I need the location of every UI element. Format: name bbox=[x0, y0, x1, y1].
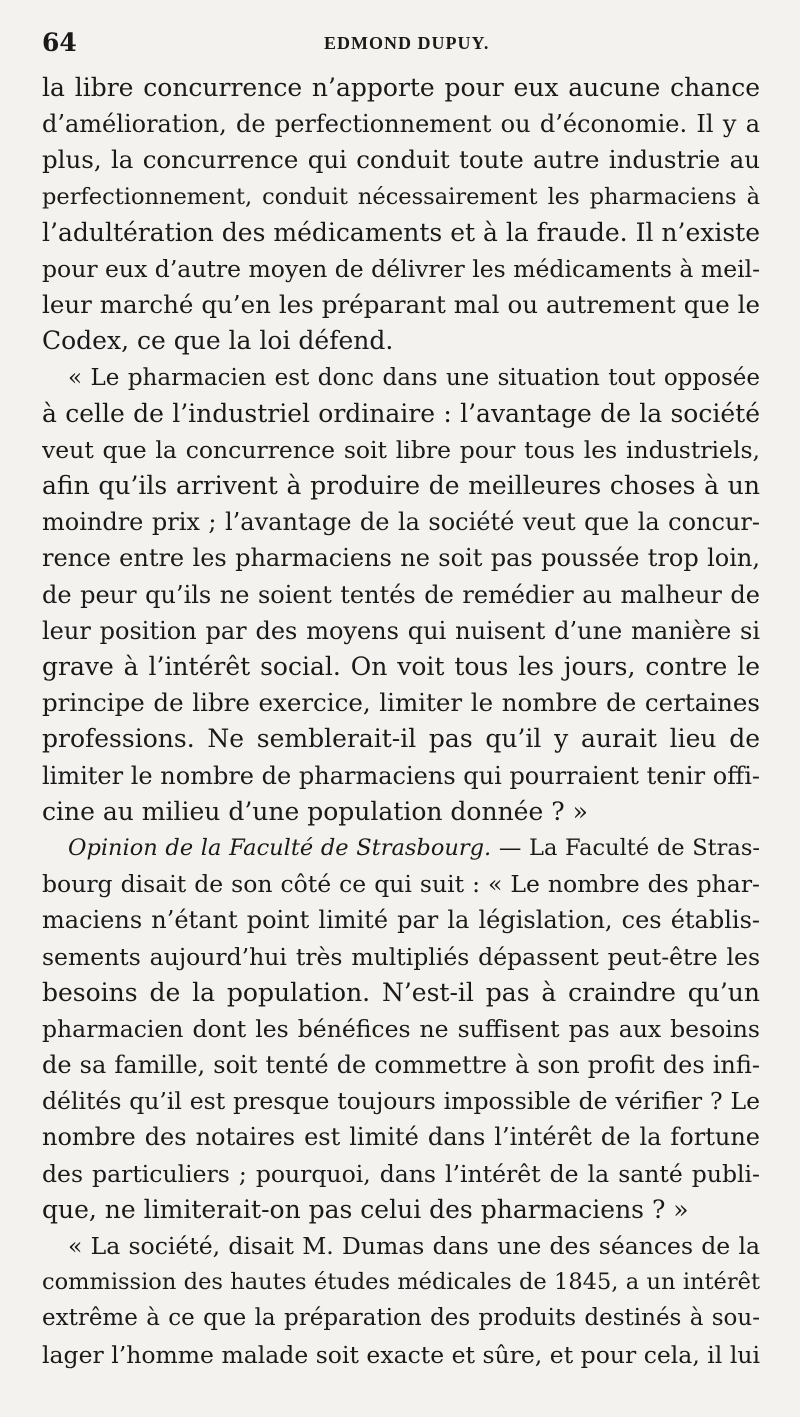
text-line: professions. Ne semblerait-il pas qu’il y aurait lieu de bbox=[42, 724, 760, 754]
text-line: la libre concurrence n’apporte pour eux aucune chance bbox=[42, 73, 760, 102]
text-line: pour eux d’autre moyen de délivrer les médicaments à meil- bbox=[42, 254, 760, 283]
text-line: lager l’homme malade soit exacte et sûre, et pour cela, il lui bbox=[42, 1340, 760, 1369]
page-number: 64 bbox=[42, 28, 77, 57]
text-line: bourg disait de son côté ce qui suit : « Le nombre des phar- bbox=[42, 870, 760, 899]
text-line: « La société, disait M. Dumas dans une des séances de la bbox=[68, 1232, 760, 1260]
text-line: limiter le nombre de pharmaciens qui pourraient tenir offi- bbox=[42, 761, 760, 790]
text-line: de peur qu’ils ne soient tentés de remédier au malheur de bbox=[42, 580, 760, 609]
text-line: grave à l’intérêt social. On voit tous les jours, contre le bbox=[42, 652, 760, 681]
text-line: besoins de la population. N’est-il pas à craindre qu’un bbox=[42, 977, 760, 1007]
text-line: veut que la concurrence soit libre pour tous les industriels, bbox=[42, 435, 760, 464]
text-line: cine au milieu d’une population donnée ? » bbox=[42, 796, 588, 826]
text-line: « Le pharmacien est donc dans une situation tout opposée bbox=[68, 364, 760, 391]
text-line: à celle de l’industriel ordinaire : l’avantage de la société bbox=[42, 398, 760, 428]
text-line: leur marché qu’en les préparant mal ou autrement que le bbox=[42, 290, 760, 320]
text-line: délités qu’il est presque toujours impossible de vérifier ? Le bbox=[42, 1087, 760, 1116]
text-line: commission des hautes études médicales de 1845, a un intérêt bbox=[42, 1269, 760, 1296]
text-line: l’adultération des médicaments et à la fraude. Il n’existe bbox=[42, 217, 760, 247]
text-line: nombre des notaires est limité dans l’intérêt de la fortune bbox=[42, 1123, 760, 1152]
text-line bbox=[42, 830, 760, 866]
page-header bbox=[42, 0, 760, 70]
section-heading: Opinion de la Faculté de Strasbourg. bbox=[68, 834, 492, 861]
text-line: pharmacien dont les bénéfices ne suffisent pas aux besoins bbox=[42, 1014, 760, 1043]
text-line: afin qu’ils arrivent à produire de meilleures choses à un bbox=[42, 471, 760, 501]
text-line: Codex, ce que la loi défend. bbox=[42, 326, 394, 356]
text-line: rence entre les pharmaciens ne soit pas poussée trop loin, bbox=[42, 544, 760, 573]
text-line: maciens n’étant point limité par la législation, ces établis- bbox=[42, 906, 760, 935]
text-line-rest: — La Faculté de Stras- bbox=[491, 834, 760, 861]
text-line: de sa famille, soit tenté de commettre à son profit des infi- bbox=[42, 1051, 760, 1080]
text-line: principe de libre exercice, limiter le nombre de certaines bbox=[42, 688, 760, 718]
text-line: des particuliers ; pourquoi, dans l’intérêt de la santé publi- bbox=[42, 1159, 760, 1188]
text-line: plus, la concurrence qui conduit toute autre industrie au bbox=[42, 145, 760, 175]
text-line: leur position par des moyens qui nuisent d’une manière si bbox=[42, 616, 760, 645]
text-line: que, ne limiterait-on pas celui des pharmaciens ? » bbox=[42, 1194, 689, 1224]
text-line: moindre prix ; l’avantage de la société veut que la concur- bbox=[42, 508, 760, 537]
running-head: EDMOND DUPUY. bbox=[324, 33, 490, 53]
text-line: extrême à ce que la préparation des produits destinés à sou- bbox=[42, 1305, 760, 1332]
body-text bbox=[42, 70, 760, 1373]
text-line: sements aujourd’hui très multipliés dépassent peut-être les bbox=[42, 942, 760, 971]
text-line: perfectionnement, conduit nécessairement les pharmaciens à bbox=[42, 183, 760, 210]
text-line: d’amélioration, de perfectionnement ou d’économie. Il y a bbox=[42, 110, 760, 139]
